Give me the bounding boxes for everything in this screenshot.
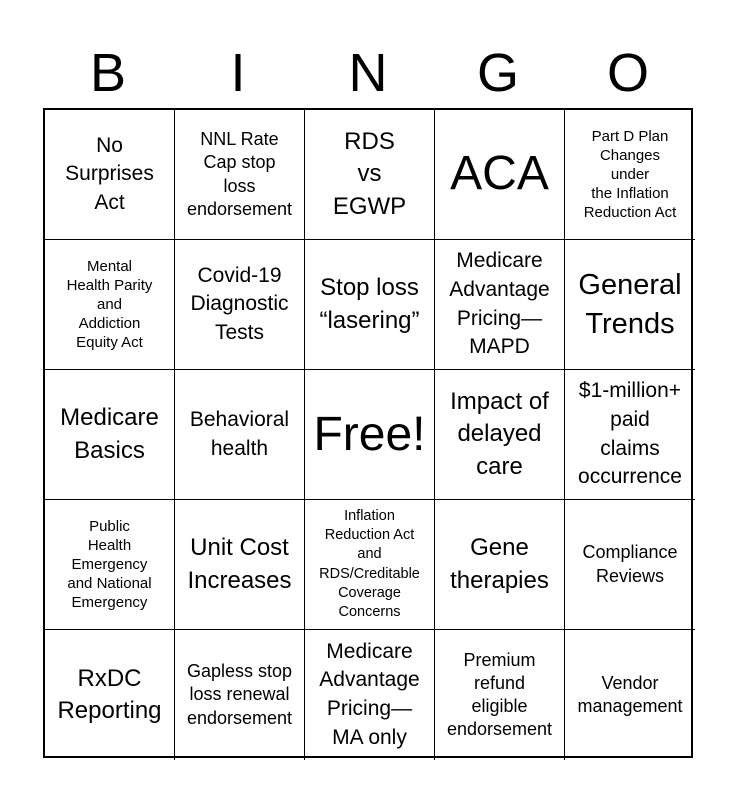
bingo-cell[interactable]: Medicare Basics bbox=[45, 370, 175, 500]
bingo-cell[interactable]: Vendor management bbox=[577, 672, 683, 716]
bingo-cell[interactable]: Inflation Reduction Act and RDS/Creditable Coverage Concerns bbox=[305, 500, 435, 630]
bingo-board bbox=[43, 108, 693, 758]
bingo-cell[interactable]: Mental Health Parity and Addiction Equity Act bbox=[45, 240, 175, 370]
bingo-cell[interactable]: Impact of delayed care bbox=[435, 370, 565, 500]
bingo-cell[interactable]: Gene therapies bbox=[435, 500, 565, 630]
bingo-cell[interactable]: Stop loss “lasering” bbox=[305, 240, 435, 370]
bingo-cell[interactable]: RxDC Reporting bbox=[45, 630, 175, 760]
bingo-cell[interactable]: $1-million+ paid claims occurrence bbox=[565, 370, 695, 500]
bingo-header bbox=[43, 38, 693, 108]
bingo-cell[interactable]: Medicare Advantage Pricing— MAPD bbox=[435, 240, 565, 370]
bingo-cell[interactable]: ACA bbox=[435, 110, 565, 240]
bingo-cell[interactable]: Part D Plan Changes under the Inflation Reduction Act bbox=[565, 110, 695, 240]
header-letter-g: G bbox=[476, 43, 519, 103]
bingo-cell[interactable]: RDS vs EGWP bbox=[305, 110, 435, 240]
bingo-cell[interactable]: No Surprises Act bbox=[45, 110, 175, 240]
bingo-cell[interactable]: Public Health Emergency and National Emergency bbox=[45, 500, 175, 630]
header-letter-n: N bbox=[348, 43, 388, 103]
free-space[interactable]: Free! bbox=[305, 370, 435, 500]
bingo-cell[interactable]: Covid-19 Diagnostic Tests bbox=[175, 240, 305, 370]
bingo-cell[interactable]: General Trends bbox=[565, 240, 695, 370]
header-letter-o: O bbox=[606, 43, 649, 103]
bingo-cell[interactable]: Unit Cost Increases bbox=[175, 500, 305, 630]
bingo-cell[interactable]: Behavioral health bbox=[175, 370, 305, 500]
bingo-cell[interactable]: Premium refund eligible endorsement bbox=[435, 630, 565, 760]
header-letter-i: I bbox=[230, 43, 246, 103]
header-letter-b: B bbox=[89, 43, 127, 103]
bingo-cell[interactable]: NNL Rate Cap stop loss endorsement bbox=[175, 110, 305, 240]
bingo-cell[interactable]: Gapless stop loss renewal endorsement bbox=[175, 630, 305, 760]
bingo-cell[interactable]: Compliance Reviews bbox=[565, 500, 695, 630]
bingo-cell[interactable]: Medicare Advantage Pricing— MA only bbox=[305, 630, 435, 760]
